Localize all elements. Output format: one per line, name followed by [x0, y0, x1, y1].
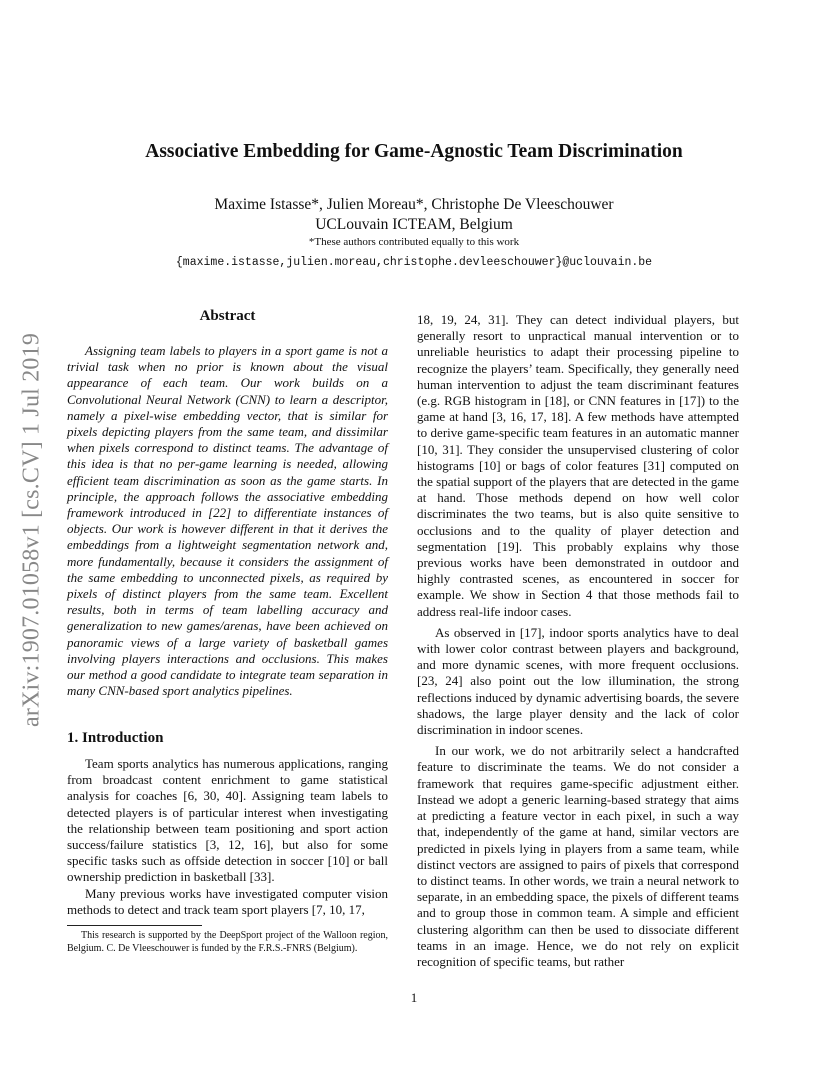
abstract-text: Assigning team labels to players in a sport game is not a trivial task when no prior is known about the visual appearance of each team. Our work builds on a Convolutional Neural Network (CNN) to learn a descriptor, namely a pixel-wise embedding vector, that is similar for pixels depicting players from the same team, and dissimilar when pixels correspond to distinct teams. The advantage of this idea is that no per-game learning is needed, allowing efficient team discrimination as soon as the game starts. In principle, the approach follows the associative embedding framework introduced in [22] to differentiate instances of objects. Our work is however different in that it derives the embeddings from a lightweight segmentation network and, more fundamentally, because it considers the assignment of the same embedding to unconnected pixels, as required by pixels of distinct players from the same team. Excellent results, both in terms of team labelling accuracy and generalization to new games/arenas, have been achieved on panoramic views of a large variety of basketball games involving players interactions and occlusions. This makes our method a good candidate to integrate team separation in many CNN-based sport analytics pipelines. [67, 343, 388, 699]
introduction-left-column [67, 756, 388, 918]
affiliation: UCLouvain ICTEAM, Belgium [315, 216, 513, 233]
paper-title: Associative Embedding for Game-Agnostic Team Discrimination [145, 141, 683, 162]
author-list: Maxime Istasse*, Julien Moreau*, Christophe De Vleeschouwer [214, 196, 614, 213]
right-column [417, 312, 739, 975]
funding-footnote: This research is supported by the DeepSport project of the Walloon region, Belgium. C. De Vleeschouwer is funded by the F.R.S.-FNRS (Belgium). [67, 930, 388, 954]
intro-paragraph-2: Many previous works have investigated computer vision methods to detect and track team sport players [7, 10, 17, [67, 885, 388, 917]
intro-paragraph-1: Team sports analytics has numerous applications, ranging from broadcast content enrichment to game statistical analysis for coaches [6, 30, 40]. Assigning team labels to detected players is of particular interest when investigating the relationship between team positioning and sport action success/failure statistics [3, 12, 16], but also for some specific tasks such as offside detection in soccer [10] or ball ownership prediction in basketball [33]. [67, 756, 388, 885]
author-emails: {maxime.istasse,julien.moreau,christophe.devleeschouwer}@uclouvain.be [175, 256, 653, 269]
equal-contribution-note: *These authors contributed equally to this work [308, 236, 520, 248]
section-heading-introduction: 1. Introduction [67, 730, 164, 746]
right-paragraph-1: 18, 19, 24, 31]. They can detect individual players, but generally resort to unpractical manual intervention or to unreliable heuristics to adapt their processing pipeline to recognize the players’ team. Specifically, they generally need human intervention to adjust the team discriminant features (e.g. RGB histogram in [18], or CNN features in [17]) to the game at hand [3, 16, 17, 18]. A few methods have attempted to derive game-specific team features in an automatic manner [10, 31]. They consider the unsupervised clustering of color histograms [10] or bags of color features [31] computed on the spatial support of the players that are detected in the game at hand. Those methods depend on how well color discriminates the two teams, but is also quite sensitive to occlusions and to the quality of player detection and segmentation [19]. This probably explains why those previous works have been demonstrated in outdoor and highly contrasted scenes, as encountered in soccer for example. We show in Section 4 that those methods fail to address real-life indoor cases. [417, 312, 739, 619]
right-paragraph-3: In our work, we do not arbitrarily select a handcrafted feature to discriminate the teams. We do not consider a framework that requires game-specific adjustment either. Instead we adopt a generic learning-based strategy that aims at predicting a feature vector in each pixel, in such a way that, independently of the game at hand, similar vectors are predicted in pixels lying in players from a same team, while distinct vectors are assigned to pairs of pixels that correspond to distinct teams. In other words, we train a neural network to separate, in an embedding space, the pixels of different teams and to group those in common team. A simple and efficient clustering algorithm can then be used to dissociate different teams in an image. Hence, we do not rely on explicit recognition of specific teams, but rather [417, 743, 739, 969]
arxiv-identifier [12, 300, 52, 760]
author-block [0, 195, 828, 235]
arxiv-identifier-text: arXiv:1907.01058v1 [cs.CV] 1 Jul 2019 [18, 332, 45, 728]
footnote-rule [67, 925, 202, 926]
right-paragraph-2: As observed in [17], indoor sports analytics have to deal with lower color contrast between players and background, and more dynamic scenes, with more frequent occlusions. [23, 24] also point out the low illumination, the strong reflections induced by dynamic advertising boards, the severe shadows, the large player density and the lack of color discrimination in indoor scenes. [417, 624, 739, 738]
page-number: 1 [410, 990, 418, 1005]
abstract-heading: Abstract [199, 308, 256, 324]
